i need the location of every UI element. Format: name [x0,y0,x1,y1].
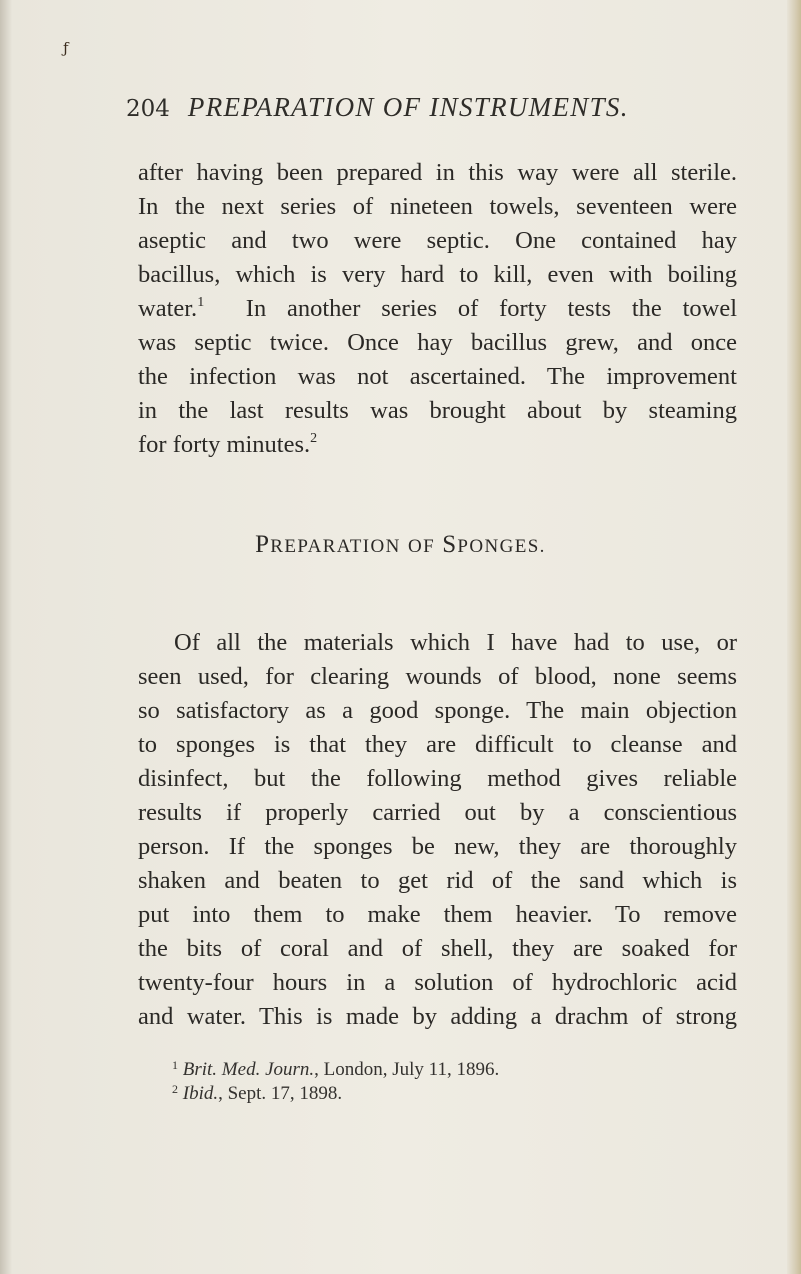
text-line-with-footnote [138,430,737,460]
footnote-mark: 1 [172,1058,178,1072]
running-head [126,92,686,132]
text-line: bacillus, which is very hard to kill, even with boiling [138,261,737,288]
text-line: so satisfactory as a good sponge. The main objection [138,697,737,724]
heading-word: PONGES. [457,536,546,557]
text-line: results if properly carried out by a conscientious [138,799,737,826]
page-number: 204 [126,96,170,122]
heading-word: OF [407,536,436,557]
text-line: twenty-four hours in a solution of hydrochloric acid [138,969,737,996]
text-fragment: for forty minutes. [138,431,311,458]
page-right-edge [787,0,801,1274]
text-line: after having been prepared in this way were all sterile. [138,159,737,186]
running-title: PREPARATION OF INSTRUMENTS. [187,92,629,122]
text-fragment: water. [138,295,198,322]
footnote-reference-1: 1 [197,295,205,310]
heading-initial: P [255,531,271,558]
text-line: in the last results was brought about by steaming [138,397,737,424]
page-left-shadow [0,0,12,1274]
text-line: shaken and beaten to get rid of the sand which is [138,867,737,894]
text-line: person. If the sponges be new, they are thoroughly [138,833,737,860]
page-corner-mark: ƒ [63,39,69,57]
text-line: aseptic and two were septic. One contained hay [138,227,737,254]
footnote [172,1082,732,1106]
footnote-reference-2: 2 [310,431,318,446]
text-line: In the next series of nineteen towels, seventeen were [138,193,737,220]
text-line: was septic twice. Once hay bacillus grew, and once [138,329,737,356]
text-line: Of all the materials which I have had to use, or [174,629,737,656]
footnote-source: Brit. Med. Journ. [182,1059,315,1080]
footnote-mark: 2 [172,1082,178,1096]
footnote-source: Ibid. [182,1083,219,1104]
footnote-detail: , Sept. 17, 1898. [218,1083,343,1104]
text-line: the infection was not ascertained. The improvement [138,363,737,390]
text-line: and water. This is made by adding a drachm of strong [138,1003,737,1030]
heading-initial: S [442,531,458,558]
text-line-with-footnote [138,294,737,324]
text-line: put into them to make them heavier. To remove [138,901,737,928]
text-line: to sponges is that they are difficult to cleanse and [138,731,737,758]
text-fragment: In another series of forty tests the towel [245,295,738,322]
text-line: disinfect, but the following method gives reliable [138,765,737,792]
section-heading [0,531,801,559]
text-line: the bits of coral and of shell, they are soaked for [138,935,737,962]
text-line: seen used, for clearing wounds of blood, none seems [138,663,737,690]
footnote [172,1058,732,1082]
heading-word: REPARATION [270,536,401,557]
footnote-detail: , London, July 11, 1896. [314,1059,500,1080]
